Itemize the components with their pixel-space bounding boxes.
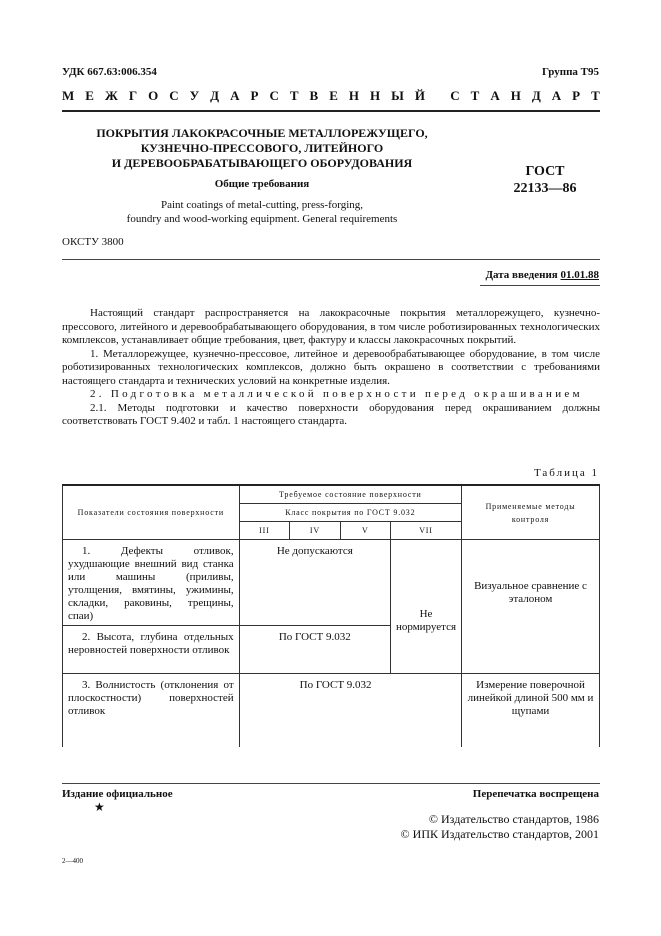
class-vii-value: Не нормируется bbox=[390, 540, 461, 674]
intro-date-value: 01.01.88 bbox=[560, 269, 599, 281]
banner-letter: С bbox=[269, 88, 279, 103]
title-line-2: КУЗНЕЧНО-ПРЕССОВОГО, ЛИТЕЙНОГО bbox=[140, 141, 384, 155]
banner-letter: Г bbox=[128, 88, 138, 103]
method-visual: Визуальное сравнение с эталоном bbox=[462, 540, 600, 674]
introduction-date bbox=[485, 269, 599, 281]
title-line-3: И ДЕРЕВООБРАБАТЫВАЮЩЕГО ОБОРУДОВАНИЯ bbox=[111, 156, 413, 170]
banner-letter: Н bbox=[369, 88, 381, 103]
copyright-2001: © ИПК Издательство стандартов, 2001 bbox=[400, 827, 599, 841]
banner-letter: Е bbox=[85, 88, 94, 103]
banner-letter: Т bbox=[470, 88, 480, 103]
banner-letter: Д bbox=[210, 88, 220, 103]
col-header-indicators: Показатели состояния поверхности bbox=[63, 485, 240, 540]
gost-number bbox=[505, 163, 585, 197]
document-title bbox=[62, 126, 462, 171]
banner-letter: А bbox=[230, 88, 240, 103]
table-row bbox=[63, 540, 600, 626]
paragraph-1: 1. Металлорежущее, кузнечно-прессовое, литейное и деревообрабатывающее оборудование, в том числе роботизированных технологических комплексов, должно быть окрашено в соответствии с требованиями настоящего стандарта и технических условий на конкретные изделия. bbox=[62, 347, 600, 387]
interstate-standard-banner bbox=[62, 88, 600, 104]
class-iii: III bbox=[239, 522, 290, 540]
banner-letter: Е bbox=[329, 88, 338, 103]
banner-letter: Д bbox=[531, 88, 541, 103]
group-code: Группа Т95 bbox=[541, 66, 599, 78]
title-line-1: ПОКРЫТИЯ ЛАКОКРАСОЧНЫЕ МЕТАЛЛОРЕЖУЩЕГО, bbox=[96, 126, 428, 140]
banner-letter: Н bbox=[510, 88, 521, 103]
paragraph-intro: Настоящий стандарт распространяется на лакокрасочные покрытия металлорежущего, кузнечно-прессового, литейного и деревообрабатывающего оборудования, в том числе роботизированных технологических комплексов, устанавливает общие требования, цвет, фактуру и классы лакокрасочных покрытий. bbox=[62, 307, 600, 346]
okstu-code: ОКСТУ 3800 bbox=[62, 236, 124, 248]
banner-letter: Н bbox=[348, 88, 359, 103]
row-1-indicator: 1. Дефекты отливок, ухудшающие внешний вид станка или машины (приливы, утолщения, вмятины, ужимины, складки, раковины, трещины, спаи) bbox=[63, 540, 240, 626]
table-caption: Таблица 1 bbox=[533, 467, 599, 479]
table-row bbox=[63, 674, 600, 748]
banner-letter: Ы bbox=[391, 88, 404, 103]
intro-date-label: Дата введения bbox=[485, 269, 558, 281]
banner-letter: М bbox=[62, 88, 75, 103]
class-iv: IV bbox=[290, 522, 341, 540]
body-text bbox=[62, 307, 600, 429]
paragraph-2-1: 2.1. Методы подготовки и качество поверхности оборудования перед окрашиванием должны соответствовать ГОСТ 9.402 и табл. 1 настоящего стандарта. bbox=[62, 401, 600, 427]
banner-letter: Й bbox=[414, 88, 425, 103]
section-2-heading: 2. Подготовка металлической поверхности перед окрашиванием bbox=[90, 388, 583, 400]
surface-requirements-table bbox=[62, 484, 600, 747]
banner-letter: Т bbox=[289, 88, 299, 103]
banner-letter: А bbox=[490, 88, 500, 103]
udk-code: УДК 667.63:006.354 bbox=[62, 66, 157, 78]
banner-letter: Р bbox=[572, 88, 581, 103]
banner-letter: Ж bbox=[104, 88, 118, 103]
banner-letter: У bbox=[189, 88, 200, 103]
banner-letter: О bbox=[148, 88, 159, 103]
method-ruler: Измерение поверочной линейкой длиной 500 мм и щупами bbox=[462, 674, 600, 748]
gost-label: ГОСТ bbox=[525, 164, 565, 179]
copyright bbox=[401, 812, 599, 842]
banner-letter: Т bbox=[591, 88, 600, 103]
date-rule bbox=[480, 285, 600, 286]
gost-code: 22133—86 bbox=[513, 181, 577, 196]
row-3-value: По ГОСТ 9.032 bbox=[239, 674, 461, 748]
row-1-value: Не допускаются bbox=[239, 540, 390, 626]
banner-letter: В bbox=[309, 88, 319, 103]
row-2-indicator: 2. Высота, глубина отдельных неровностей поверхности отливок bbox=[63, 626, 240, 674]
english-title-line-2: foundry and wood-working equipment. General requirements bbox=[126, 213, 398, 225]
reprint-notice: Перепечатка воспрещена bbox=[472, 788, 599, 800]
footer-rule bbox=[62, 783, 600, 784]
star-icon: ★ bbox=[94, 800, 105, 814]
document-subtitle: Общие требования bbox=[214, 178, 310, 190]
banner-letter bbox=[436, 88, 439, 104]
row-2-value: По ГОСТ 9.032 bbox=[239, 626, 390, 674]
class-v: V bbox=[340, 522, 390, 540]
banner-letter: С bbox=[450, 88, 460, 103]
class-vii: VII bbox=[390, 522, 461, 540]
english-title-line-1: Paint coatings of metal-cutting, press-forging, bbox=[160, 199, 364, 211]
copyright-1986: © Издательство стандартов, 1986 bbox=[428, 812, 599, 826]
col-subheader-class: Класс покрытия по ГОСТ 9.032 bbox=[239, 504, 461, 522]
col-header-required-state: Требуемое состояние поверхности bbox=[239, 485, 461, 504]
row-3-indicator: 3. Волнистость (отклонения от плоскостности) поверхностей отливок bbox=[63, 674, 240, 748]
banner-letter: Р bbox=[250, 88, 259, 103]
col-header-methods: Применяемые методы контроля bbox=[462, 485, 600, 540]
banner-letter: С bbox=[169, 88, 179, 103]
page-code: 2—400 bbox=[62, 857, 83, 865]
header-rule bbox=[62, 110, 600, 112]
banner-letter: А bbox=[551, 88, 562, 103]
english-title bbox=[62, 198, 462, 226]
section-rule bbox=[62, 259, 600, 260]
official-edition: Издание официальное bbox=[62, 788, 173, 800]
